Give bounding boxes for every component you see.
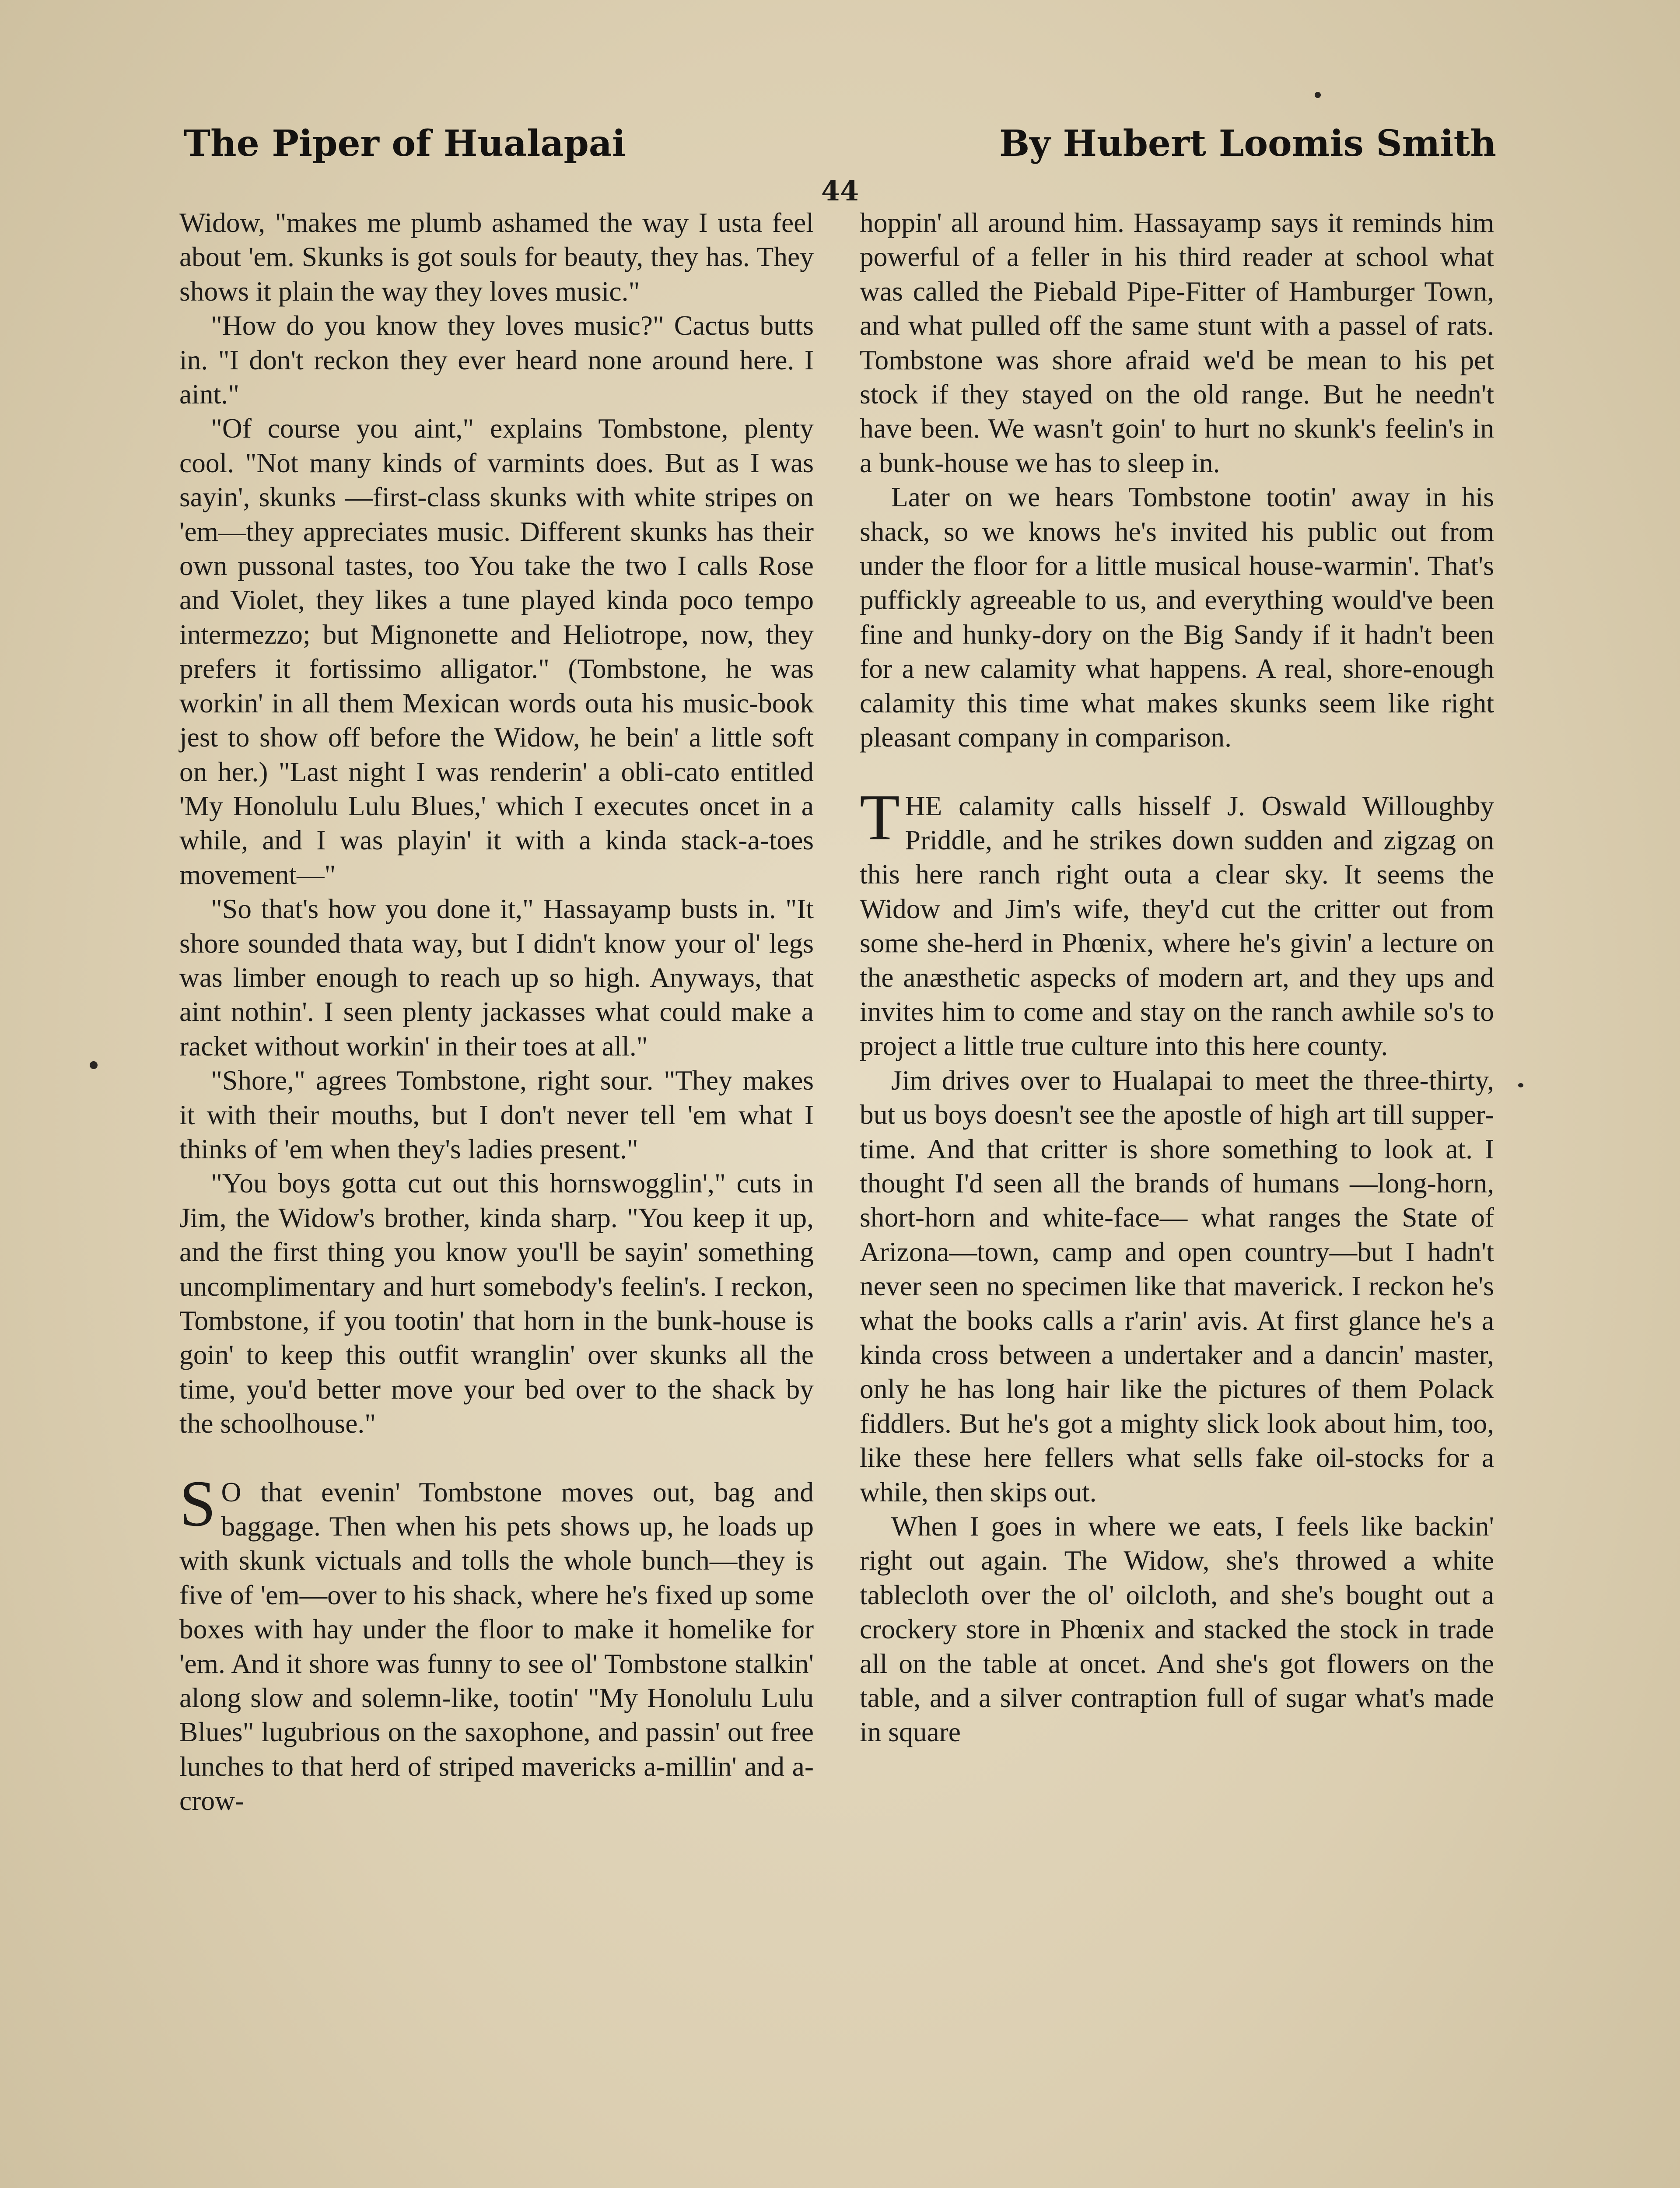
paragraph: When I goes in where we eats, I feels like backin' right out again. The Widow, she's throwed a white tablecloth over the ol' oilcloth, and she's bought out a crockery store in Phœnix and stacked the stock in trade all on the table at oncet. And she's got flowers on the table, and a silver contraption full of sugar what's made in square <box>860 1511 1494 1748</box>
page-header <box>184 123 1496 175</box>
paragraph: Jim drives over to Hualapai to meet the three-thirty, but us boys doesn't see the apostle of high art till supper-time. And that critter is shore something to look at. I thought I'd seen all the brands of humans —long-horn, short-horn and white-face— what ranges the State of Arizona—town, camp and open country—but I hadn't never seen no specimen like that maverick. I reckon he's what the books calls a r'arin' avis. At first glance he's a kinda cross between a undertaker and a dancin' master, only he has long hair like the pictures of them Polack fiddlers. But he's got a mighty slick look about him, too, like these here fellers what sells fake oil-stocks for a while, then skips out. <box>860 1064 1494 1508</box>
right-column <box>860 206 1494 1750</box>
paragraph: Later on we hears Tombstone tootin' away in his shack, so we knows he's invited his public out from under the floor for a little musical house-warmin'. That's puffickly agreeable to us, and everything would've been fine and hunky-dory on the Big Sandy if it hadn't been for a new calamity what happens. A real, shore-enough calamity this time what makes skunks seem like right pleasant company in comparison. <box>860 481 1494 753</box>
author-byline: By Hubert Loomis Smith <box>999 123 1496 165</box>
paragraph: "Of course you aint," explains Tombstone, plenty cool. "Not many kinds of varmints does. But as I was sayin', skunks —first-class skunks with white stripes on 'em—they appreciates music. Different skunks has their own pussonal tastes, too You take the two I calls Rose and Violet, they likes a tune played kinda poco tempo intermezzo; but Mignonette and Heliotrope, now, they prefers it fortissimo alligator." (Tombstone, he was workin' in all them Mexican words outa his music-book jest to show off before the Widow, he bein' a little soft on her.) "Last night I was renderin' a obli-cato entitled 'My Honolulu Lulu Blues,' which I executes oncet in a while, and I was playin' it with a kinda stack-a-toes movement—" <box>179 413 814 890</box>
paragraph: Widow, "makes me plumb ashamed the way I usta feel about 'em. Skunks is got souls for beauty, they has. They shows it plain the way they loves music." <box>179 207 814 307</box>
drop-cap: T <box>860 781 900 854</box>
section-text: HE calamity calls hisself J. Oswald Willoughby Priddle, and he strikes down sudden and zigzag on this here ranch right outa a clear sky. It seems the Widow and Jim's wife, they'd cut the critter out from some she-herd in Phœnix, where he's givin' a lecture on the anæsthetic aspecks of modern art, and they ups and invites him to come and stay on the ranch awhile so's to project a little true culture into this here county. <box>860 790 1494 1062</box>
section-paragraph <box>860 781 1494 1063</box>
paragraph: hoppin' all around him. Hassayamp says it reminds him powerful of a feller in his third reader at school what was called the Piebald Pipe-Fitter of Hamburger Town, and what pulled off the same stunt with a passel of rats. Tombstone was shore afraid we'd be mean to his pet stock if they stayed on the old range. But he needn't have been. We wasn't goin' to hurt no skunk's feelin's in a bunk-house we has to sleep in. <box>860 207 1494 478</box>
section-text: O that evenin' Tombstone moves out, bag and baggage. Then when his pets shows up, he loads up with skunk victuals and tolls the whole bunch—they is five of 'em—over to his shack, where he's fixed up some boxes with hay under the floor to make it homelike for 'em. And it shore was funny to see ol' Tombstone stalkin' along slow and solemn-like, tootin' "My Honolulu Lulu Blues" lugubrious on the saxophone, and passin' out free lunches to that herd of striped mavericks a-millin' and a-crow- <box>179 1476 814 1816</box>
story-title: The Piper of Hualapai <box>184 123 626 165</box>
left-column <box>179 206 814 1818</box>
print-speck <box>90 1061 98 1069</box>
page-number: 44 <box>821 175 859 207</box>
drop-cap: S <box>179 1467 216 1540</box>
paragraph: "Shore," agrees Tombstone, right sour. "They makes it with their mouths, but I don't never tell 'em what I thinks of 'em when they's ladies present." <box>179 1065 814 1164</box>
print-speck <box>1518 1083 1523 1087</box>
paragraph: "You boys gotta cut out this hornswogglin'," cuts in Jim, the Widow's brother, kinda sharp. "You keep it up, and the first thing you know you'll be sayin' something uncomplimentary and hurt somebody's feelin's. I reckon, Tombstone, if you tootin' that horn in the bunk-house is goin' to keep this outfit wranglin' over skunks all the time, you'd better move your bed over to the shack by the schoolhouse." <box>179 1168 814 1439</box>
print-speck <box>1315 92 1321 98</box>
section-paragraph <box>179 1467 814 1818</box>
paragraph: "How do you know they loves music?" Cactus butts in. "I don't reckon they ever heard none around here. I aint." <box>179 310 814 410</box>
paragraph: "So that's how you done it," Hassayamp busts in. "It shore sounded thata way, but I didn't know your ol' legs was limber enough to reach up so high. Anyways, that aint nothin'. I seen plenty jackasses what could make a racket without workin' in their toes at all." <box>179 893 814 1062</box>
